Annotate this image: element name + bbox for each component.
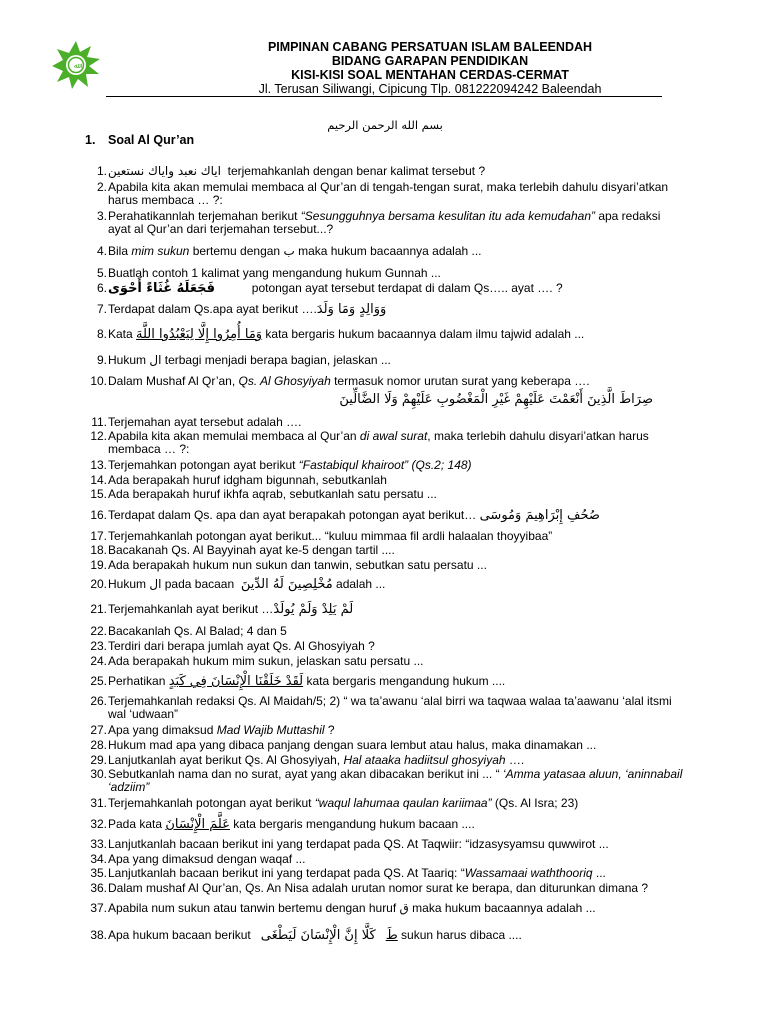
question-29	[85, 754, 685, 767]
question-italic: Hal ataaka hadiitsul ghosyiyah	[343, 753, 506, 767]
question-12	[85, 430, 685, 456]
question-italic: “Sesungguhnya bersama kesulitan itu ada kemudahan”	[300, 209, 595, 223]
question-italic: Wassamaai waththooriq	[464, 866, 593, 880]
question-italic: Mad Wajib Muttashil	[216, 723, 325, 737]
question-text: terjemahkanlah dengan benar kalimat tersebut ?	[227, 164, 486, 178]
letterhead-address: Jl. Terusan Siliwangi, Cipicung Tlp. 081222094242 Baleendah	[258, 82, 602, 96]
letterhead-line-3: KISI-KISI SOAL MENTAHAN CERDAS-CERMAT	[291, 68, 569, 82]
question-number: 23.	[90, 639, 107, 653]
question-number: 38.	[90, 928, 107, 942]
question-26	[85, 695, 685, 721]
question-text-tail: termasuk nomor urutan surat yang keberapa ….	[330, 374, 590, 388]
question-text: Apabila num sukun atau tanwin bertemu dengan huruf	[108, 901, 400, 915]
question-19	[85, 559, 685, 572]
question-30	[85, 768, 685, 794]
question-text: Pada kata	[108, 817, 166, 831]
question-italic: di awal surat	[359, 429, 428, 443]
question-number: 9.	[96, 353, 107, 367]
question-text: Terdapat dalam Qs. apa dan ayat berapakah potongan ayat berikut…	[108, 508, 477, 522]
question-32	[85, 818, 685, 831]
question-15	[85, 488, 685, 501]
question-number: 21.	[90, 602, 107, 616]
question-20	[85, 578, 685, 591]
question-text: Hukum	[108, 577, 150, 591]
question-number: 15.	[90, 487, 107, 501]
arabic-text: ال	[149, 353, 162, 367]
question-text-tail: maka hukum bacaannya adalah ...	[408, 901, 596, 915]
question-number: 10.	[90, 374, 107, 388]
question-number: 17.	[90, 529, 107, 543]
question-text: Hukum mad apa yang dibaca panjang dengan suara lembut atau halus, maka dinamakan ...	[108, 738, 597, 752]
question-text-tail: apa redaksi ayat al Qur’an dari terjemahan tersebut...?	[108, 209, 661, 236]
question-number: 4.	[96, 244, 107, 258]
question-number: 1.	[96, 164, 107, 178]
arabic-letter: ب	[283, 244, 295, 258]
question-text: Ada berapakah hukum nun sukun dan tanwin, sebutkan satu persatu ...	[108, 558, 487, 572]
question-number: 18.	[90, 543, 107, 557]
question-text: Kata	[108, 327, 137, 341]
section-title: Soal Al Qur’an	[108, 133, 195, 147]
question-number: 14.	[90, 473, 107, 487]
header-divider	[106, 96, 662, 97]
question-text: Ada berapakah huruf idgham bigunnah, sebutkanlah	[108, 473, 387, 487]
question-text: potongan ayat tersebut terdapat di dalam Qs….. ayat …. ?	[251, 281, 563, 295]
question-italic: ‘Amma yatasaa aluun, ‘aninnabail ‘adziim”	[108, 767, 683, 794]
arabic-text: ال	[149, 577, 162, 591]
question-text: Dalam Mushaf Al Qr’an,	[108, 374, 239, 388]
question-10	[85, 375, 685, 388]
question-number: 8.	[96, 327, 107, 341]
question-number: 32.	[90, 817, 107, 831]
question-33	[85, 838, 685, 851]
question-number: 30.	[90, 767, 107, 781]
question-text-tail: terbagi menjadi berapa bagian, jelaskan ...	[161, 353, 391, 367]
question-text-tail: sukun harus dibaca ....	[397, 928, 522, 942]
question-36	[85, 882, 685, 895]
question-text: Terdapat dalam Qs.apa ayat berikut ….	[108, 302, 317, 316]
arabic-letter: ق	[399, 901, 409, 915]
question-text: Terjemahkanlah ayat berikut …	[108, 602, 274, 616]
letterhead	[190, 40, 670, 97]
question-text-tail: kata bergaris mengandung hukum ....	[303, 674, 506, 688]
question-number: 36.	[90, 881, 107, 895]
question-number: 28.	[90, 738, 107, 752]
question-35	[85, 867, 685, 880]
arabic-verse: صِرَاطَ الَّذِينَ أَنْعَمْتَ عَلَيْهِمْ غَيْرِ الْمَغْضُوبِ عَلَيْهِمْ وَلَا الضَّالِّينَ	[339, 392, 653, 407]
question-number: 11.	[91, 415, 107, 429]
question-text: Bacakanlah Qs. Al Balad; 4 dan 5	[108, 624, 287, 638]
question-37	[85, 902, 685, 915]
question-4	[85, 245, 685, 258]
question-text-tail: kata bergaris mengandung hukum bacaan ....	[229, 817, 475, 831]
question-text-tail: (Qs. Al Isra; 23)	[491, 796, 579, 810]
question-text-tail: , maka terlebih dahulu disyari’atkan harus membaca … ?:	[108, 429, 649, 456]
question-text: Apabila kita akan memulai membaca al Qur’an	[108, 429, 360, 443]
question-7	[85, 303, 685, 316]
question-number: 33.	[90, 837, 107, 851]
question-text: Ada berapakah huruf ikhfa aqrab, sebutkanlah satu persatu ...	[108, 487, 437, 501]
question-number: 20.	[90, 577, 107, 591]
question-number: 34.	[90, 852, 107, 866]
arabic-text: وَمَا أُمِرُوا إِلَّا لِيَعْبُدُوا اللَّهَ	[136, 327, 263, 342]
question-number: 2.	[96, 180, 107, 194]
question-text-mid: pada bacaan	[161, 577, 238, 591]
question-2	[85, 181, 685, 207]
letterhead-line-1: PIMPINAN CABANG PERSATUAN ISLAM BALEENDAH	[267, 40, 593, 54]
question-text: Terjemahkan potongan ayat berikut	[108, 458, 299, 472]
question-6	[85, 282, 685, 295]
question-text-tail: ...	[592, 866, 606, 880]
persis-logo	[50, 40, 102, 90]
question-14	[85, 474, 685, 487]
question-24	[85, 655, 685, 668]
arabic-text: صُحُفِ إِبْرَاهِيمَ وَمُوسَى	[479, 508, 600, 523]
question-number: 7.	[96, 302, 107, 316]
question-text-tail: kata bergaris hukum bacaannya dalam ilmu tajwid adalah ...	[262, 327, 585, 341]
svg-text:ﷲ: ﷲ	[73, 62, 79, 70]
arabic-text-2: مُخْلِصِينَ لَهُ الدِّينَ	[240, 577, 333, 592]
question-number: 25.	[90, 674, 107, 688]
question-number: 22.	[90, 624, 107, 638]
question-text: Bila	[108, 244, 132, 258]
question-8	[85, 328, 685, 341]
question-text: Apa yang dimaksud dengan waqaf ...	[108, 852, 306, 866]
arabic-text: اياك نعبد واياك نستعين	[108, 164, 221, 178]
question-text: Terjemahkanlah potongan ayat berikut	[108, 796, 315, 810]
question-italic: “Fastabiqul khairoot” (Qs.2; 148)	[298, 458, 472, 472]
question-5	[85, 267, 685, 280]
question-text: Terjemahkanlah redaksi Qs. Al Maidah/5; 2) “ wa ta’awanu ‘alal birri wa taqwaa walaa ta’aawanu ‘alal itsmi wal ‘udwaan”	[108, 694, 672, 721]
arabic-text: لَقَدْ خَلَقْنَا الْإِنْسَانَ فِي كَبَدٍ	[168, 674, 304, 689]
question-text-tail: ….	[505, 753, 525, 767]
question-23	[85, 640, 685, 653]
arabic-text: وَوَالِدٍ وَمَا وَلَدَ	[316, 302, 387, 317]
question-text: Perahatikannlah terjemahan berikut	[108, 209, 301, 223]
question-text: Bacakanah Qs. Al Bayyinah ayat ke-5 dengan tartil ....	[108, 543, 395, 557]
question-22	[85, 625, 685, 638]
question-text: Lanjutkanlah ayat berikut Qs. Al Ghosyiyah,	[108, 753, 344, 767]
section-heading	[85, 133, 194, 147]
arabic-text: لَمْ يَلِدْ وَلَمْ يُولَدْ	[273, 602, 354, 617]
question-27	[85, 724, 685, 737]
question-number: 35.	[90, 866, 107, 880]
question-21	[85, 603, 685, 616]
question-text: Lanjutkanlah bacaan berikut ini yang terdapat pada QS. At Taariq: “	[108, 866, 465, 880]
question-text: Apa hukum bacaan berikut	[108, 928, 255, 942]
question-16	[85, 509, 685, 522]
question-25	[85, 675, 685, 688]
question-38	[85, 929, 685, 942]
question-number: 27.	[90, 723, 107, 737]
letterhead-line-2: BIDANG GARAPAN PENDIDIKAN	[331, 54, 529, 68]
question-number: 29.	[90, 753, 107, 767]
question-number: 13.	[90, 458, 107, 472]
question-34	[85, 853, 685, 866]
question-text-tail: maka hukum bacaannya adalah ...	[294, 244, 482, 258]
question-italic: “waqul lahumaa qaulan kariimaa”	[314, 796, 492, 810]
question-text: Terjemahan ayat tersebut adalah ….	[108, 415, 302, 429]
arabic-letter: طَ	[385, 928, 398, 943]
question-italic: Qs. Al Ghosyiyah	[238, 374, 331, 388]
question-text: Lanjutkanlah bacaan berikut ini yang terdapat pada QS. At Taqwiir: “idzasysyamsu quwwirot ...	[108, 837, 609, 851]
arabic-text: فَجَعَلَهُ غُثَاءً أَحْوَى	[108, 281, 216, 296]
question-9	[85, 354, 685, 367]
question-3	[85, 210, 685, 236]
question-text-tail: adalah ...	[332, 577, 386, 591]
arabic-text: كَلَّا إِنَّ الْإِنْسَانَ لَيَطْغَى	[260, 928, 376, 943]
question-text-tail: ?	[324, 723, 335, 737]
question-italic: mim sukun	[131, 244, 190, 258]
question-number: 12.	[90, 429, 107, 443]
question-text: Buatlah contoh 1 kalimat yang mengandung hukum Gunnah ...	[108, 266, 441, 280]
question-text: Hukum	[108, 353, 150, 367]
basmalah: بسم الله الرحمن الرحيم	[327, 118, 443, 132]
question-number: 37.	[90, 901, 107, 915]
question-18	[85, 544, 685, 557]
question-text: Dalam mushaf Al Qur’an, Qs. An Nisa adalah urutan nomor surat ke berapa, dan diturunkan dimana ?	[108, 881, 649, 895]
question-number: 19.	[90, 558, 107, 572]
question-text-mid: bertemu dengan	[189, 244, 284, 258]
question-text: Apa yang dimaksud	[108, 723, 217, 737]
question-text: Sebutkanlah nama dan no surat, ayat yang akan dibacakan berikut ini ... “	[108, 767, 503, 781]
question-number: 26.	[90, 694, 107, 708]
question-text: Ada berapakah hukum mim sukun, jelaskan satu persatu ...	[108, 654, 424, 668]
question-number: 6.	[96, 281, 107, 295]
question-1	[85, 165, 685, 178]
question-13	[85, 459, 685, 472]
question-text: Terjemahkanlah potongan ayat berikut... “kuluu mimmaa fil ardli halaalan thoyyibaa”	[108, 529, 553, 543]
question-text: Apabila kita akan memulai membaca al Qur’an di tengah-tengan surat, maka terlebih dahulu disyari’atkan harus membaca … ?:	[108, 180, 669, 207]
question-17	[85, 530, 685, 543]
question-number: 31.	[90, 796, 107, 810]
question-11	[85, 416, 685, 429]
question-31	[85, 797, 685, 810]
section-number: 1.	[85, 133, 96, 147]
question-28	[85, 739, 685, 752]
question-text: Perhatikan	[108, 674, 169, 688]
arabic-text: عَلَّمَ الْإِنْسَانَ	[165, 817, 230, 832]
question-number: 16.	[90, 508, 107, 522]
question-text: Terdiri dari berapa jumlah ayat Qs. Al Ghosyiyah ?	[108, 639, 375, 653]
question-number: 5.	[96, 266, 107, 280]
question-number: 3.	[96, 209, 107, 223]
question-number: 24.	[90, 654, 107, 668]
